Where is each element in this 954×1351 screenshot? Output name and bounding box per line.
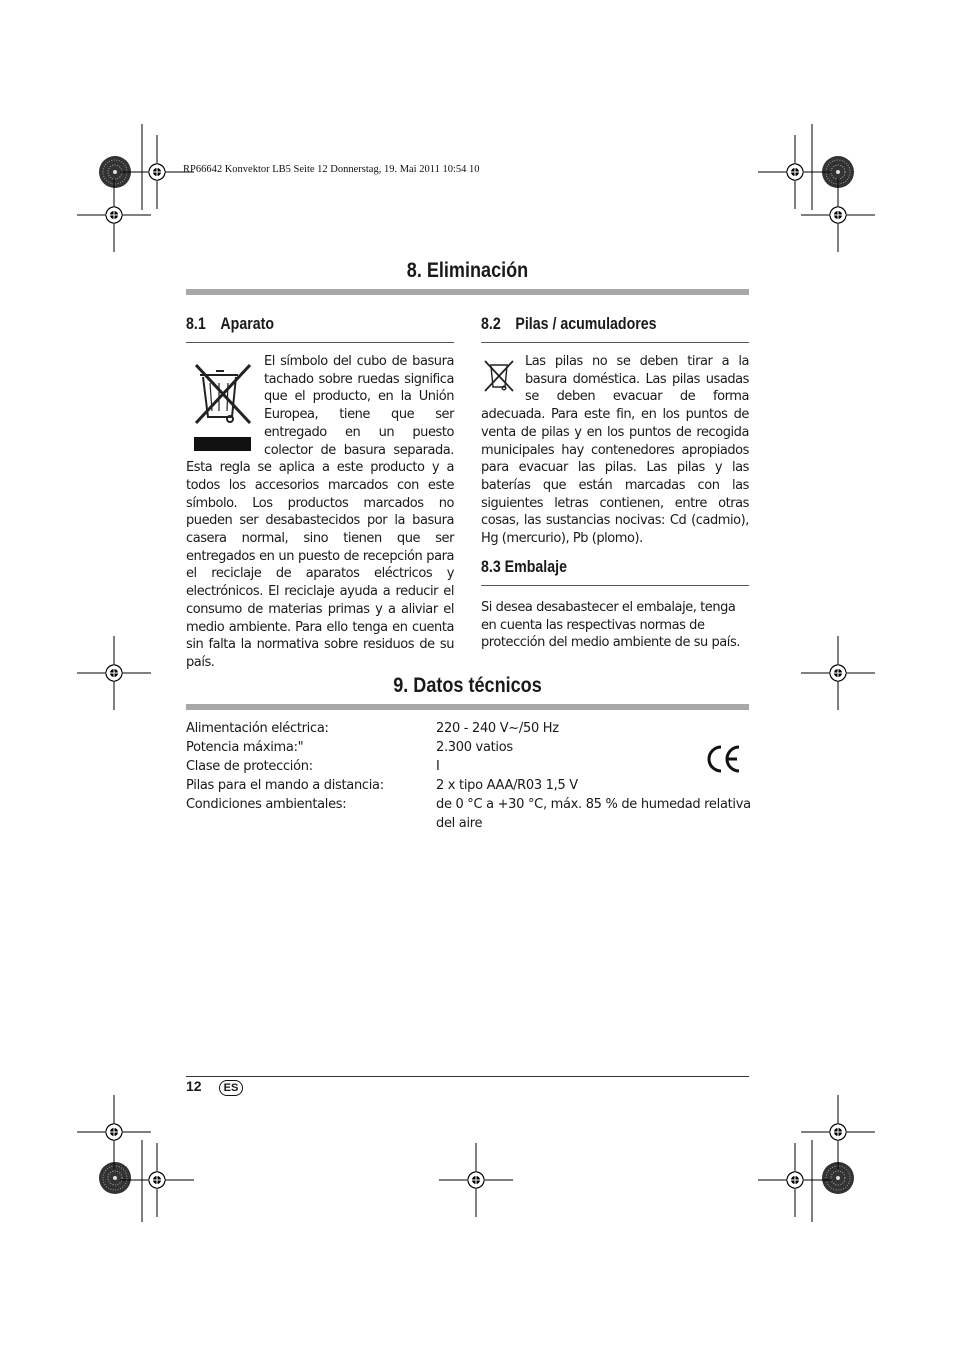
subsection-8-1-body [186, 353, 454, 672]
tech-label: Potencia máxima:" [186, 740, 304, 755]
subsection-8-2-rule [481, 342, 749, 343]
subsection-8-3-body [481, 599, 749, 652]
subsection-8-3-rule [481, 585, 749, 586]
footer-rule [186, 1076, 749, 1077]
subsection-8-1-title: Aparato [220, 315, 275, 333]
tech-value: 2.300 vatios [436, 740, 513, 755]
subsection-8-2-heading [481, 315, 657, 334]
subsection-8-3-text: Si desea desabastecer el embalaje, tenga en cuenta las respectivas normas de protección del medio ambiente de su país. [481, 600, 740, 651]
section-9-bar [186, 704, 749, 710]
tech-label: Pilas para el mando a distancia: [186, 778, 384, 793]
ce-mark-icon [706, 744, 742, 774]
tech-data-table [186, 719, 751, 833]
tech-value: de 0 °C a +30 °C, máx. 85 % de humedad relativa del aire [436, 797, 751, 831]
tech-label: Alimentación eléctrica: [186, 721, 329, 736]
tech-label: Clase de protección: [186, 759, 313, 774]
section-8-bar [186, 289, 749, 295]
tech-row [186, 795, 751, 833]
page-number: 12 [186, 1078, 202, 1094]
tech-value: I [436, 759, 440, 774]
subsection-8-1-number: 8.1 [186, 315, 206, 333]
tech-row [186, 719, 751, 738]
tech-value: 2 x tipo AAA/R03 1,5 V [436, 778, 578, 793]
crossed-out-bin-icon [481, 353, 517, 395]
subsection-8-2-body [481, 353, 749, 548]
subsection-8-2-title: Pilas / acumuladores [515, 315, 657, 333]
subsection-8-2-number: 8.2 [481, 315, 501, 333]
language-badge: ES [219, 1080, 243, 1096]
tech-label: Condiciones ambientales: [186, 797, 347, 812]
tech-row [186, 738, 751, 757]
tech-value: 220 - 240 V~/50 Hz [436, 721, 559, 736]
subsection-8-3-heading: 8.3 Embalaje [481, 558, 567, 576]
tech-row [186, 776, 751, 795]
section-9-title: 9. Datos técnicos [393, 674, 542, 697]
print-slug: RP66642 Konvektor LB5 Seite 12 Donnerstag, 19. Mai 2011 10:54 10 [183, 164, 480, 175]
subsection-8-2-text: Las pilas no se deben tirar a la basura doméstica. Las pilas usadas se deben evacuar de forma adecuada. Para este fin, en los puntos de venta de pilas y en los puntos de recogida municipales hay contenedores apropiados para evacuar las pilas. Las pilas y las baterías que están marcadas con las siguientes letras contienen, entre otras cosas, las sustancias nocivas: Cd (cadmio), Hg (mercurio), Pb (plomo). [481, 354, 749, 547]
tech-row [186, 757, 751, 776]
subsection-8-1-text: El símbolo del cubo de basura tachado sobre ruedas significa que el producto, en la Unión Europea, tiene que ser entregado en un puesto colector de basura separada. Esta regla se aplica a este producto y a todos los accesorios marcados con este símbolo. Los productos marcados no pueden ser desabastecidos por la basura casera normal, sino tienen que ser entregados en un puesto de recepción para el reciclaje de aparatos eléctricos y electrónicos. El reciclaje ayuda a reducir el consumo de materias primas y a aliviar el medio ambiente. Para ello tenga en cuenta sin falta la normativa sobre residuos de su país. [186, 354, 454, 670]
subsection-8-1-rule [186, 342, 454, 343]
section-8-title: 8. Eliminación [406, 259, 529, 282]
subsection-8-1-heading [186, 315, 274, 334]
crossed-out-wheelie-bin-icon [186, 353, 258, 456]
